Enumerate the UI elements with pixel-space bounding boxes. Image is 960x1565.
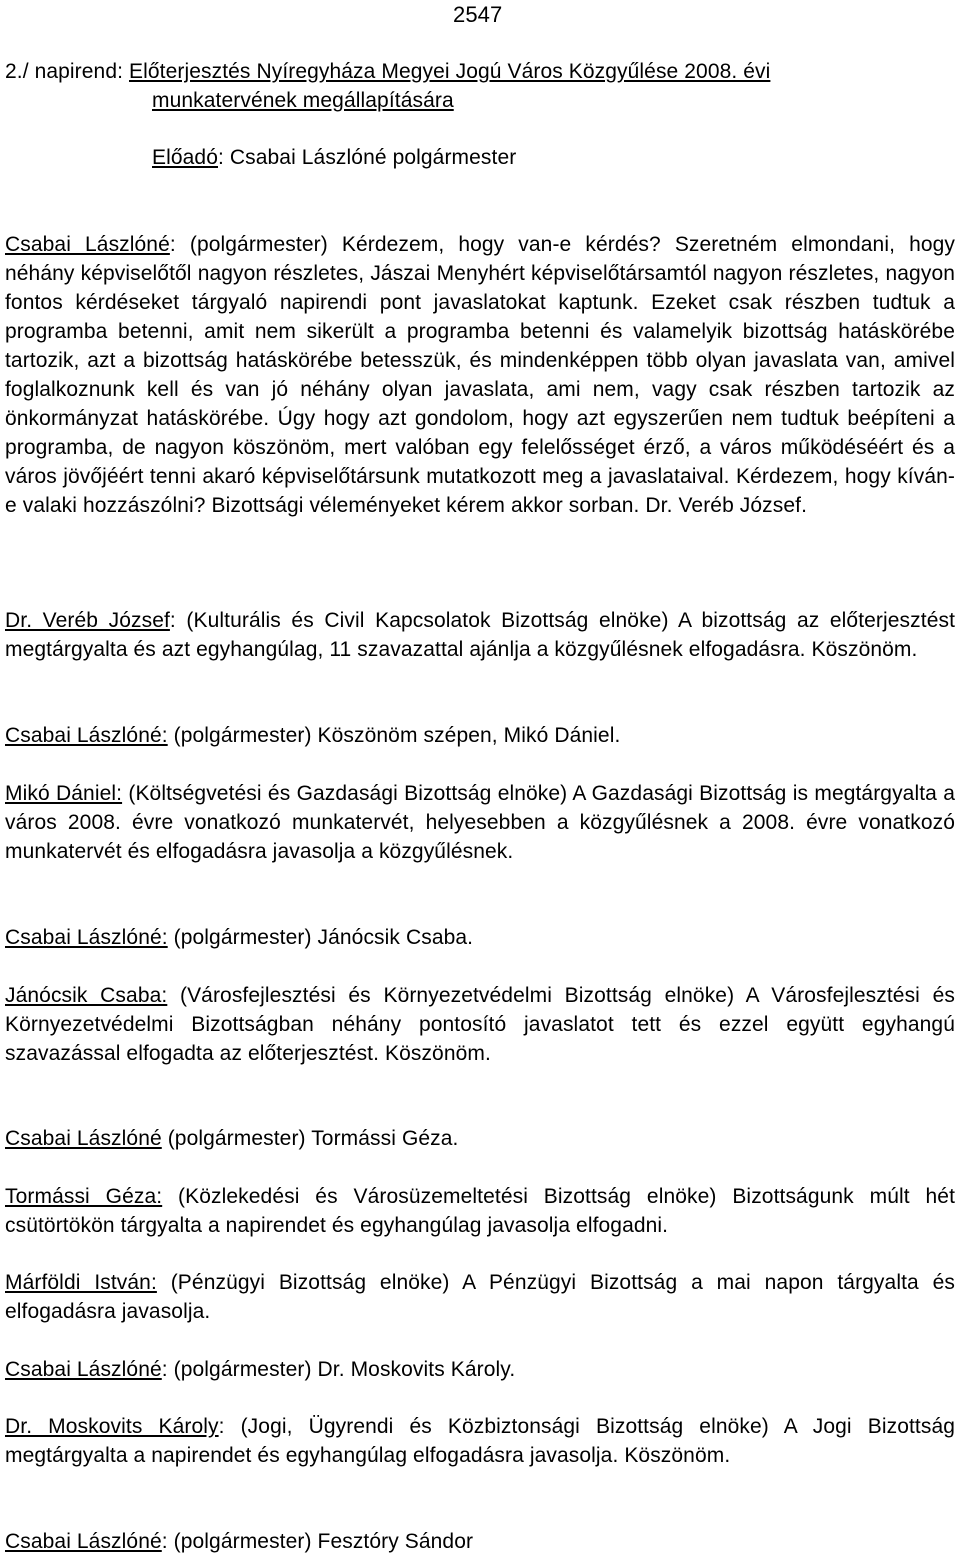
agenda-title [5, 57, 770, 86]
agenda-title-continued [152, 86, 454, 115]
agenda-prefix: 2./ napirend: [5, 60, 129, 83]
speaker-name: Tormássi Géza: [5, 1185, 163, 1208]
speaker-separator: : [161, 1358, 174, 1381]
speaker-paragraph [5, 923, 955, 952]
presenter-label: Előadó [152, 146, 218, 169]
speaker-name: Csabai Lászlóné [5, 1530, 162, 1553]
speaker-separator: : [218, 1415, 241, 1438]
speech-text: (polgármester) Kérdezem, hogy van-e kérdés? Szeretném elmondani, hogy néhány képviselőtől nagyon részletes, Jászai Menyhért képviselőtársamtól nagyon részletes, nagyon fontos kérdéseket tárgyaló napirendi pont javaslatokat kaptunk. Ezeket csak részben tudtuk a programba betenni, amit nem sikerült a programba betenni és valamelyik bizottság hatáskörébe tartozik, azt a bizottság hatáskörébe betesszük, és mindenképpen több olyan javaslata van, amivel foglalkoznunk kell és van jó néhány olyan javaslata, ami nem, vagy csak részben tartozik az önkormányzat hatáskörébe. Úgy hogy azt gondolom, hogy azt egyszerűen nem tudtuk beépíteni a programba, de nagyon köszönöm, mert valóban egy felelősséget érző, a város működéséért és a város jövőjéért tenni akaró képviselőtársunk mutatkozott meg a javaslataival. Kérdezem, hogy kíván-e valaki hozzászólni? Bizottsági véleményeket kérem akkor sorban. Dr. Veréb József. [5, 233, 956, 517]
speaker-name: Csabai Lászlóné: [5, 926, 168, 949]
speaker-paragraph [5, 230, 955, 520]
speaker-paragraph [5, 1268, 955, 1326]
speaker-paragraph [5, 606, 955, 664]
speaker-name: Mikó Dániel: [5, 782, 123, 805]
speaker-name: Dr. Moskovits Károly [5, 1415, 219, 1438]
speaker-separator [157, 1271, 171, 1294]
speaker-separator [162, 1185, 178, 1208]
agenda-title-line1: Előterjesztés Nyíregyháza Megyei Jogú Város Közgyűlése 2008. évi [129, 60, 771, 83]
speaker-name: Csabai Lászlóné [5, 233, 170, 256]
page-number: 2547 [453, 2, 503, 27]
speech-text: (Közlekedési és Városüzemeltetési Bizottság elnöke) Bizottságunk múlt hét csütörtökön tárgyalta a napirendet és egyhangúlag javasolja elfogadni. [5, 1185, 956, 1237]
speaker-separator [167, 984, 180, 1007]
speaker-paragraph [5, 779, 955, 866]
speaker-name: Csabai Lászlóné [5, 1127, 162, 1150]
speech-text: (Jogi, Ügyrendi és Közbiztonsági Bizottság elnöke) A Jogi Bizottság megtárgyalta a napirendet és egyhangúlag elfogadásra javasolja. Köszönöm. [5, 1415, 955, 1467]
speech-text: (polgármester) Köszönöm szépen, Mikó Dániel. [173, 724, 621, 747]
speaker-name: Dr. Veréb József [5, 609, 170, 632]
speaker-paragraph [5, 721, 955, 750]
speaker-paragraph [5, 1527, 955, 1556]
presenter [152, 143, 516, 172]
speaker-paragraph [5, 1412, 955, 1470]
speech-text: (polgármester) Tormássi Géza. [167, 1127, 459, 1150]
speaker-name: Csabai Lászlóné: [5, 724, 168, 747]
agenda-title-line2: munkatervének megállapítására [152, 89, 454, 112]
speaker-paragraph [5, 1355, 955, 1384]
speaker-paragraph [5, 1124, 955, 1153]
speaker-separator: : [169, 233, 190, 256]
speaker-paragraph [5, 981, 955, 1068]
speech-text: (Kulturális és Civil Kapcsolatok Bizottság elnöke) A bizottság az előterjesztést megtárgyalta és azt egyhangúlag, 11 szavazattal ajánlja a közgyűlésnek elfogadásra. Köszönöm. [5, 609, 956, 661]
presenter-name: : Csabai Lászlóné polgármester [218, 146, 517, 169]
speaker-name: Márföldi István: [5, 1271, 157, 1294]
speaker-paragraph [5, 1182, 955, 1240]
speech-text: (Költségvetési és Gazdasági Bizottság elnöke) A Gazdasági Bizottság is megtárgyalta a város 2008. évre vonatkozó munkatervét, helyesebben a közgyűlésnek a 2008. évre vonatkozó munkatervét és elfogadásra javasolja a közgyűlésnek. [5, 782, 955, 863]
speaker-separator: : [169, 609, 187, 632]
speech-text: (polgármester) Dr. Moskovits Károly. [173, 1358, 516, 1381]
speech-text: (Pénzügyi Bizottság elnöke) A Pénzügyi Bizottság a mai napon tárgyalta és elfogadásra javasolja. [5, 1271, 955, 1323]
speaker-name: Csabai Lászlóné [5, 1358, 162, 1381]
speech-text: (polgármester) Fesztóry Sándor [173, 1530, 474, 1553]
speaker-name: Jánócsik Csaba: [5, 984, 168, 1007]
speech-text: (polgármester) Jánócsik Csaba. [173, 926, 474, 949]
speaker-separator: : [161, 1530, 174, 1553]
speech-text: (Városfejlesztési és Környezetvédelmi Bizottság elnöke) A Városfejlesztési és Környezetvédelmi Bizottságban néhány pontosító javaslatot tett és ezzel együtt egyhangú szavazással elfogadta az előterjesztést. Köszönöm. [5, 984, 955, 1065]
